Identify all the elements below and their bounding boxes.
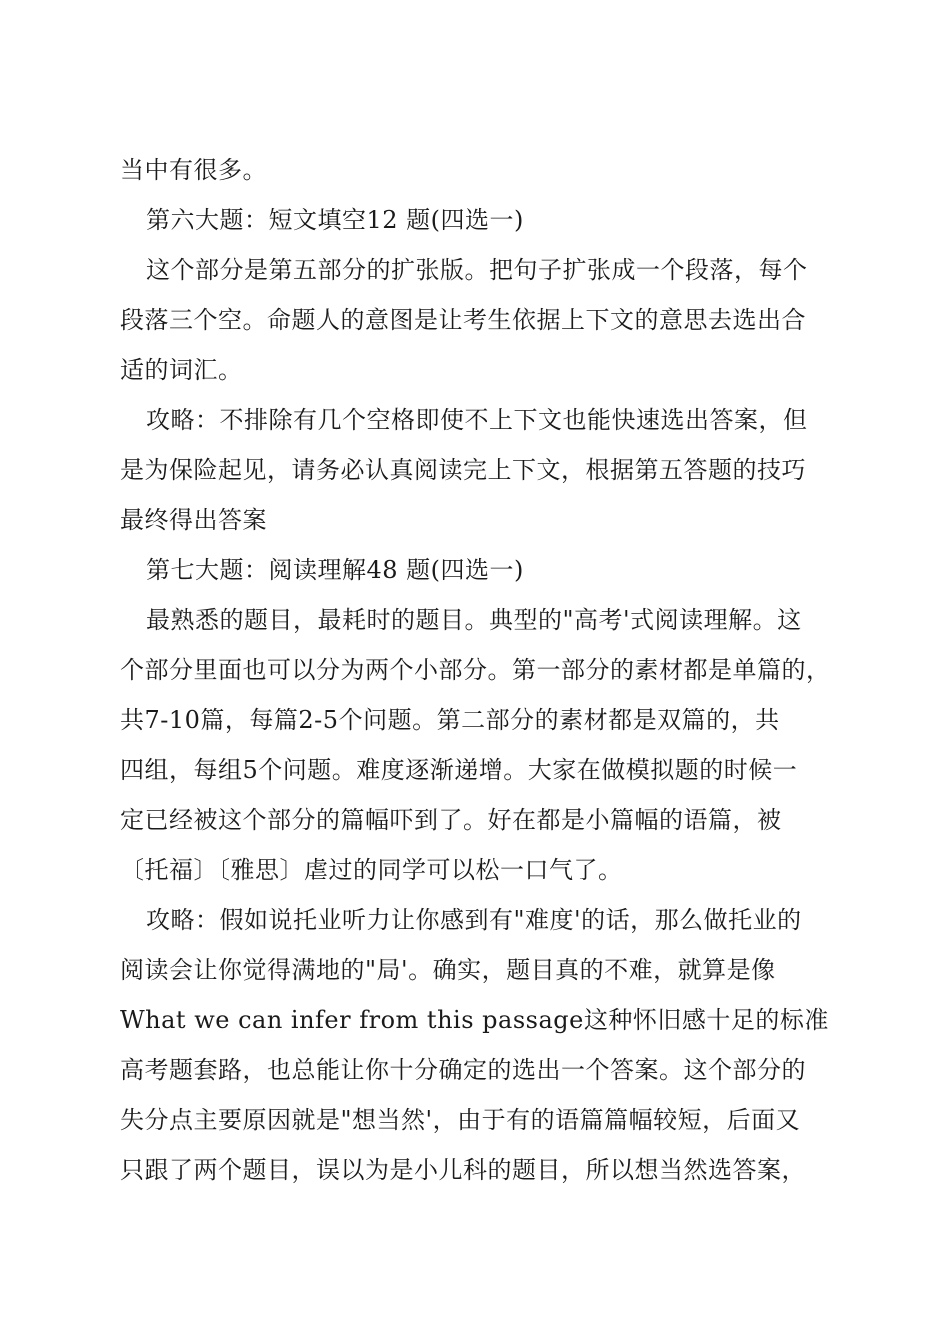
- text-line: 四组，每组5个问题。难度逐渐递增。大家在做模拟题的时候一: [120, 756, 798, 784]
- text-line: 是为保险起见，请务必认真阅读完上下文，根据第五答题的技巧: [120, 456, 806, 484]
- text-line: 定已经被这个部分的篇幅吓到了。好在都是小篇幅的语篇，被: [120, 806, 782, 834]
- text-line: 高考题套路，也总能让你十分确定的选出一个答案。这个部分的: [120, 1056, 806, 1084]
- text-line: 最终得出答案: [120, 506, 267, 534]
- text-line: 〔托福〕〔雅思〕虐过的同学可以松一口气了。: [120, 856, 623, 884]
- text-line: 失分点主要原因就是"想当然'，由于有的语篇篇幅较短，后面又: [120, 1106, 801, 1134]
- text-line: 攻略：不排除有几个空格即使不上下文也能快速选出答案，但: [146, 406, 808, 434]
- text-line: 最熟悉的题目，最耗时的题目。典型的"高考'式阅读理解。这: [146, 606, 802, 634]
- text-line: 当中有很多。: [120, 156, 267, 184]
- text-line: 段落三个空。命题人的意图是让考生依据上下文的意思去选出合: [120, 306, 806, 334]
- text-line: 个部分里面也可以分为两个小部分。第一部分的素材都是单篇的，: [120, 656, 831, 684]
- text-line: 这个部分是第五部分的扩张版。把句子扩张成一个段落，每个: [146, 256, 808, 284]
- text-line: 共7-10篇，每篇2-5个问题。第二部分的素材都是双篇的，共: [120, 706, 780, 734]
- section-heading: 第七大题：阅读理解48 题(四选一): [146, 556, 524, 584]
- text-line: 攻略：假如说托业听力让你感到有"难度'的话，那么做托业的: [146, 906, 802, 934]
- text-line: What we can infer from this passage这种怀旧感十足的标准: [120, 1006, 829, 1034]
- text-line: 阅读会让你觉得满地的"局'。确实，题目真的不难，就算是像: [120, 956, 776, 984]
- text-line: 适的词汇。: [120, 356, 243, 384]
- text-line: 只跟了两个题目，误以为是小儿科的题目，所以想当然选答案，: [120, 1156, 806, 1184]
- section-heading: 第六大题：短文填空12 题(四选一): [146, 206, 524, 234]
